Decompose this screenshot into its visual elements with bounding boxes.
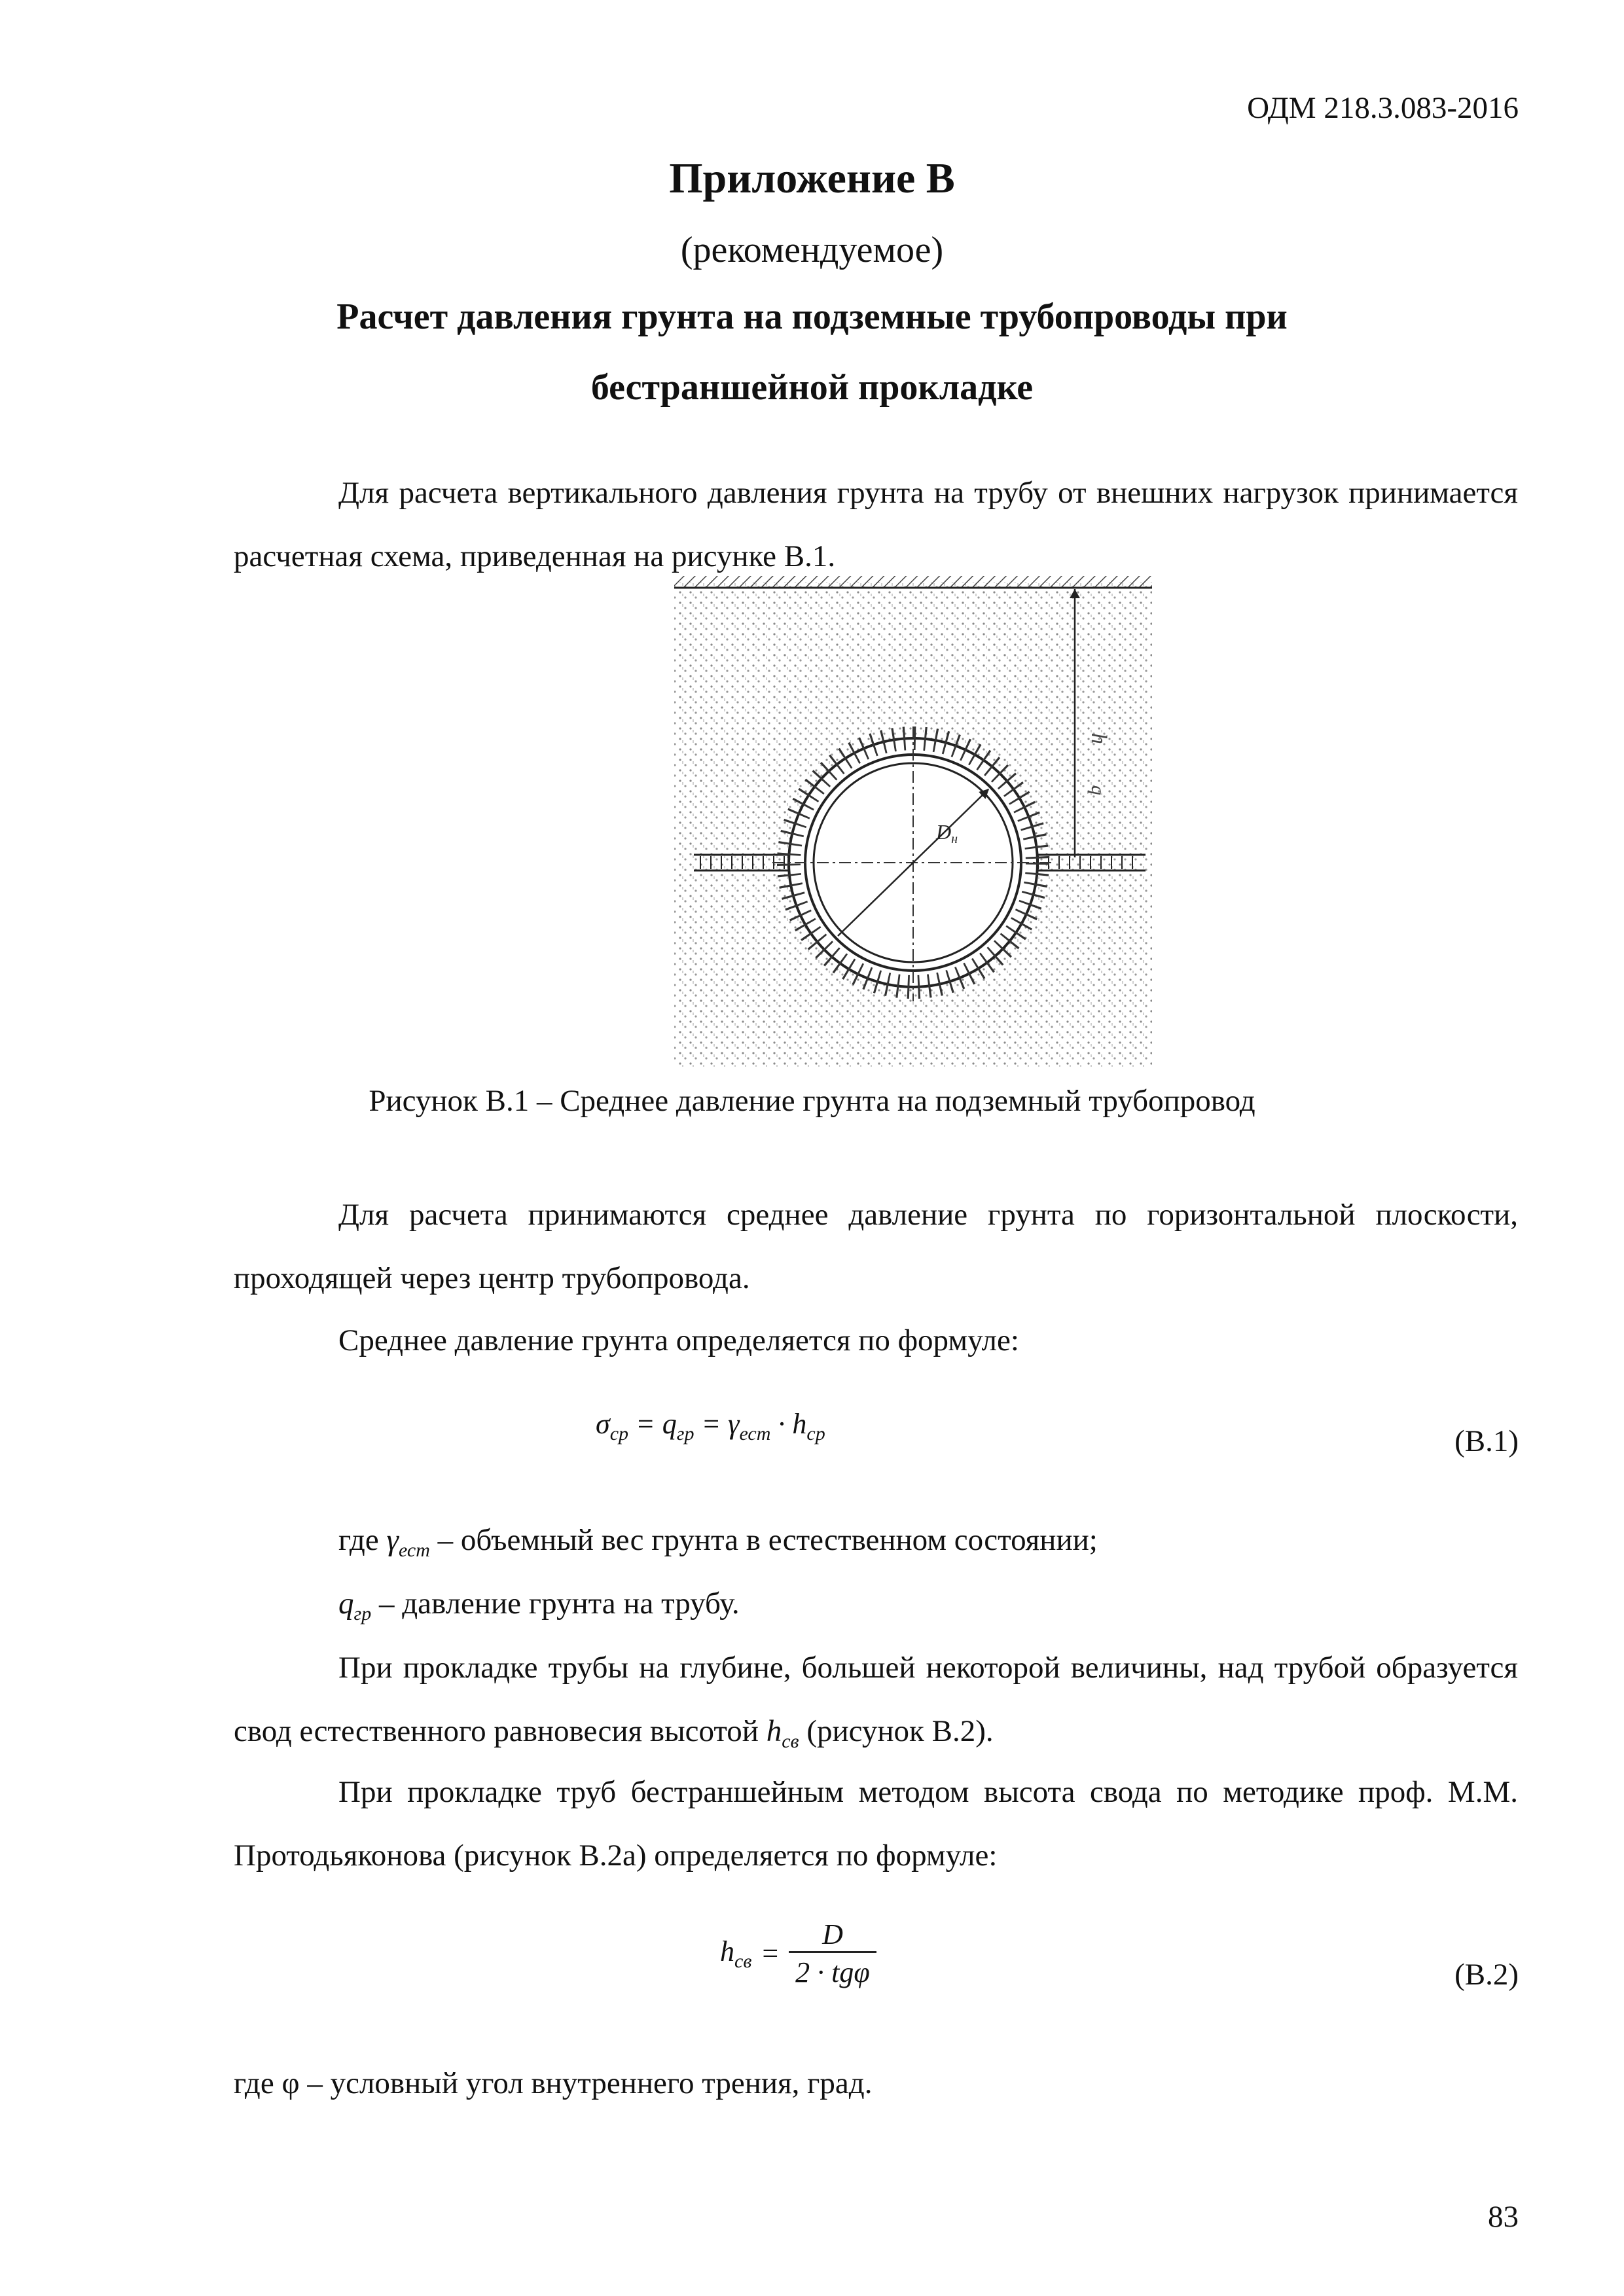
paragraph-formula-intro: Среднее давление грунта определяется по формуле: — [338, 1323, 1019, 1357]
depth-label: h — [1087, 733, 1111, 744]
paragraph-intro: Для расчета вертикального давления грунта на трубу от внешних нагрузок принимается расчетная схема, приведенная на рисунке В.1. — [234, 476, 1518, 573]
definition-q: $q_{гр}$ – давление грунта на трубу. — [338, 1587, 740, 1624]
formula-b2-fraction: D 2 · tgφ — [789, 1918, 876, 1989]
figure-caption: Рисунок В.1 – Среднее давление грунта на подземный трубопровод — [369, 1084, 1255, 1118]
paragraph-average-pressure: Для расчета принимаются среднее давление грунта по горизонтальной плоскости, проходящей через центр трубопровода. — [234, 1198, 1518, 1295]
appendix-title: Приложение В — [669, 154, 955, 202]
section-title-line1: Расчет давления грунта на подземные трубопроводы при — [336, 296, 1288, 337]
formula-b1: $\sigma_{ср} = q_{гр} = \gamma_{ест} \cdot h_{ср}$ — [596, 1408, 825, 1444]
definition-phi: где φ – условный угол внутреннего трения, град. — [234, 2066, 873, 2100]
ground-surface-hatch — [674, 576, 1152, 588]
formula-b1-number: (В.1) — [1454, 1424, 1519, 1458]
pressure-label: q — [1087, 785, 1109, 795]
document-code: ОДМ 218.3.083-2016 — [1247, 91, 1519, 125]
paragraph-protodyakonov: При прокладке труб бестраншейным методом высота свода по методике проф. М.М. Протодьяконова (рисунок В.2а) определяется по формуле: — [234, 1775, 1518, 1873]
formula-b2-number: (В.2) — [1454, 1958, 1519, 1992]
pipe-pressure-diagram — [668, 569, 1178, 1073]
paragraph-arch: При прокладке трубы на глубине, большей некоторой величины, над трубой образуется свод естественного равновесия высотой $h_{св}$ (рисунок В.2). — [234, 1651, 1518, 1752]
diameter-label: Dн — [936, 820, 958, 846]
page-number: 83 — [1488, 2200, 1519, 2234]
formula-b2: $h_{св}$ = D 2 · tgφ — [720, 1918, 876, 1989]
section-title-line2: бестраншейной прокладке — [590, 367, 1034, 408]
appendix-note: (рекомендуемое) — [680, 230, 944, 270]
definition-gamma: где $\gamma_{ест}$ – объемный вес грунта в естественном состоянии; — [338, 1523, 1098, 1561]
